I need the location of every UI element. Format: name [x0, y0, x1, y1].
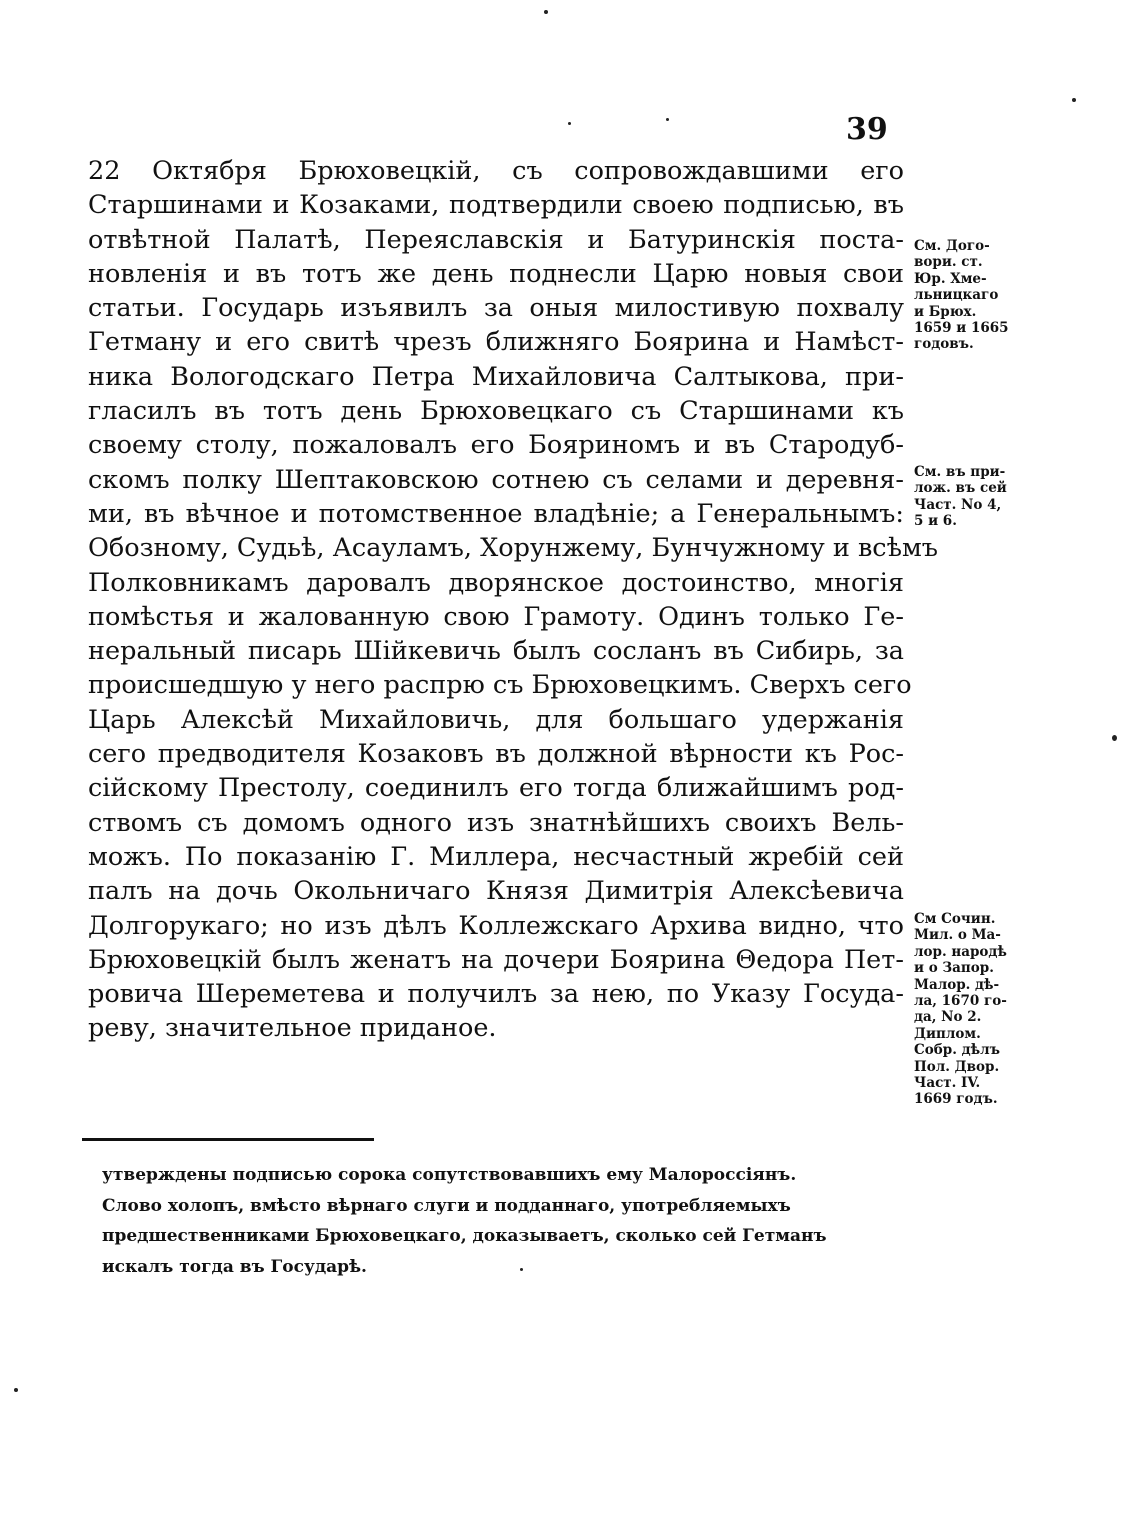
- marginal-note-line: Диплом.: [914, 1025, 981, 1042]
- text-line: неральный писарь Шійкевичь былъ сосланъ въ Сибирь, за: [88, 636, 904, 667]
- marginal-note-treaties: [914, 238, 1034, 353]
- text-line: скомъ полку Шептаковскою сотнею съ селами и деревня-: [88, 464, 904, 495]
- text-line: ровича Шереметева и получилъ за нею, по Указу Госуда-: [88, 979, 904, 1010]
- scan-speck: [568, 122, 571, 125]
- text-line: Обозному, Судьѣ, Асауламъ, Хорунжему, Бунчужному и всѣмъ: [88, 533, 939, 564]
- footnote-line: предшественниками Брюховецкаго, доказываетъ, сколько сей Гетманъ: [102, 1226, 827, 1246]
- text-line: Полковникамъ даровалъ дворянское достоинство, многія: [88, 567, 904, 598]
- scan-speck: [666, 118, 669, 121]
- marginal-note-line: вори. ст.: [914, 254, 983, 271]
- marginal-note-line: лож. въ сей: [914, 480, 1007, 497]
- scan-speck: [1112, 735, 1117, 741]
- text-line: Гетману и его свитѣ чрезъ ближняго Боярина и Намѣст-: [88, 327, 904, 358]
- marginal-note-line: Малор. дѣ-: [914, 976, 1000, 993]
- text-line: ми, въ вѣчное и потомственное владѣніе; а Генеральнымъ:: [88, 498, 904, 529]
- marginal-note-line: Част. No 4,: [914, 496, 1002, 513]
- marginal-note-line: лор. народѣ: [914, 943, 1007, 960]
- text-line: 22 Октября Брюховецкій, съ сопровождавшими его: [88, 156, 904, 186]
- marginal-note-line: да, No 2.: [914, 1009, 982, 1026]
- marginal-note-line: Мил. о Ма-: [914, 927, 1001, 944]
- text-line: Старшинами и Козаками, подтвердили своею подписью, въ: [88, 190, 904, 221]
- text-line: Долгорукаго; но изъ дѣлъ Коллежскаго Архива видно, что: [88, 910, 904, 941]
- text-line: помѣстья и жалованную свою Грамоту. Одинъ только Ге-: [88, 601, 904, 632]
- marginal-note-line: льницкаго: [914, 287, 999, 304]
- text-line: реву, значительное приданое.: [88, 1013, 497, 1044]
- marginal-note-appendix: [914, 464, 1034, 530]
- text-line: Царь Алексѣй Михайловичь, для большаго удержанія: [88, 704, 904, 735]
- marginal-note-line: годовъ.: [914, 336, 974, 353]
- text-line: палъ на дочь Окольничаго Князя Димитрія Алексѣевича: [88, 876, 904, 907]
- text-line: ника Вологодскаго Петра Михайловича Салтыкова, при-: [88, 361, 904, 392]
- marginal-note-line: Собр. дѣлъ: [914, 1042, 1000, 1059]
- marginal-note-miller: [914, 911, 1034, 1108]
- scan-speck: [544, 10, 548, 14]
- marginal-note-line: Юр. Хме-: [914, 270, 987, 287]
- scan-speck: [1072, 98, 1076, 102]
- marginal-note-line: и Брюх.: [914, 303, 977, 320]
- marginal-note-line: 1669 годъ.: [914, 1091, 998, 1108]
- page-number: 39: [846, 112, 888, 147]
- text-line: сійскому Престолу, соединилъ его тогда ближайшимъ род-: [88, 773, 904, 804]
- text-line: своему столу, пожаловалъ его Бояриномъ и въ Стародуб-: [88, 430, 904, 461]
- marginal-note-line: и о Запор.: [914, 960, 994, 977]
- text-line: ствомъ съ домомъ одного изъ знатнѣйшихъ своихъ Вель-: [88, 807, 904, 838]
- marginal-note-line: 5 и 6.: [914, 513, 957, 530]
- text-line: можъ. По показанію Г. Миллера, несчастный жребій сей: [88, 841, 904, 872]
- footnote-block: [102, 1160, 902, 1282]
- footnote-divider: [82, 1138, 374, 1141]
- marginal-note-line: См. Дого-: [914, 238, 990, 254]
- marginal-note-line: 1659 и 1665: [914, 320, 1009, 337]
- scan-speck: [520, 1268, 523, 1271]
- marginal-note-line: ла, 1670 го-: [914, 993, 1007, 1010]
- marginal-note-line: Пол. Двор.: [914, 1058, 1000, 1075]
- text-line: Брюховецкій былъ женатъ на дочери Боярина Θедора Пет-: [88, 944, 904, 975]
- text-line: статьи. Государь изъявилъ за оныя милостивую похвалу: [88, 293, 904, 324]
- marginal-note-line: См. въ при-: [914, 464, 1006, 480]
- text-line: новленія и въ тотъ же день поднесли Царю новыя свои: [88, 258, 904, 289]
- footnote-line: утверждены подписью сорока сопутствовавшихъ ему Малороссіянъ.: [102, 1165, 797, 1185]
- text-line: сего предводителя Козаковъ въ должной вѣрности къ Рос-: [88, 739, 904, 770]
- text-line: происшедшую у него распрю съ Брюховецкимъ. Сверхъ сего: [88, 670, 912, 701]
- text-line: отвѣтной Палатѣ, Переяславскія и Батуринскія поста-: [88, 224, 904, 255]
- marginal-note-line: См Сочин.: [914, 911, 996, 927]
- footnote-line: искалъ тогда въ Государѣ.: [102, 1256, 367, 1277]
- scan-speck: [14, 1388, 18, 1392]
- marginal-note-line: Част. IV.: [914, 1075, 981, 1092]
- footnote-line: Слово холопъ, вмѣсто вѣрнаго слуги и подданнаго, употребляемыхъ: [102, 1195, 791, 1216]
- text-line: гласилъ въ тотъ день Брюховецкаго съ Старшинами къ: [88, 396, 904, 427]
